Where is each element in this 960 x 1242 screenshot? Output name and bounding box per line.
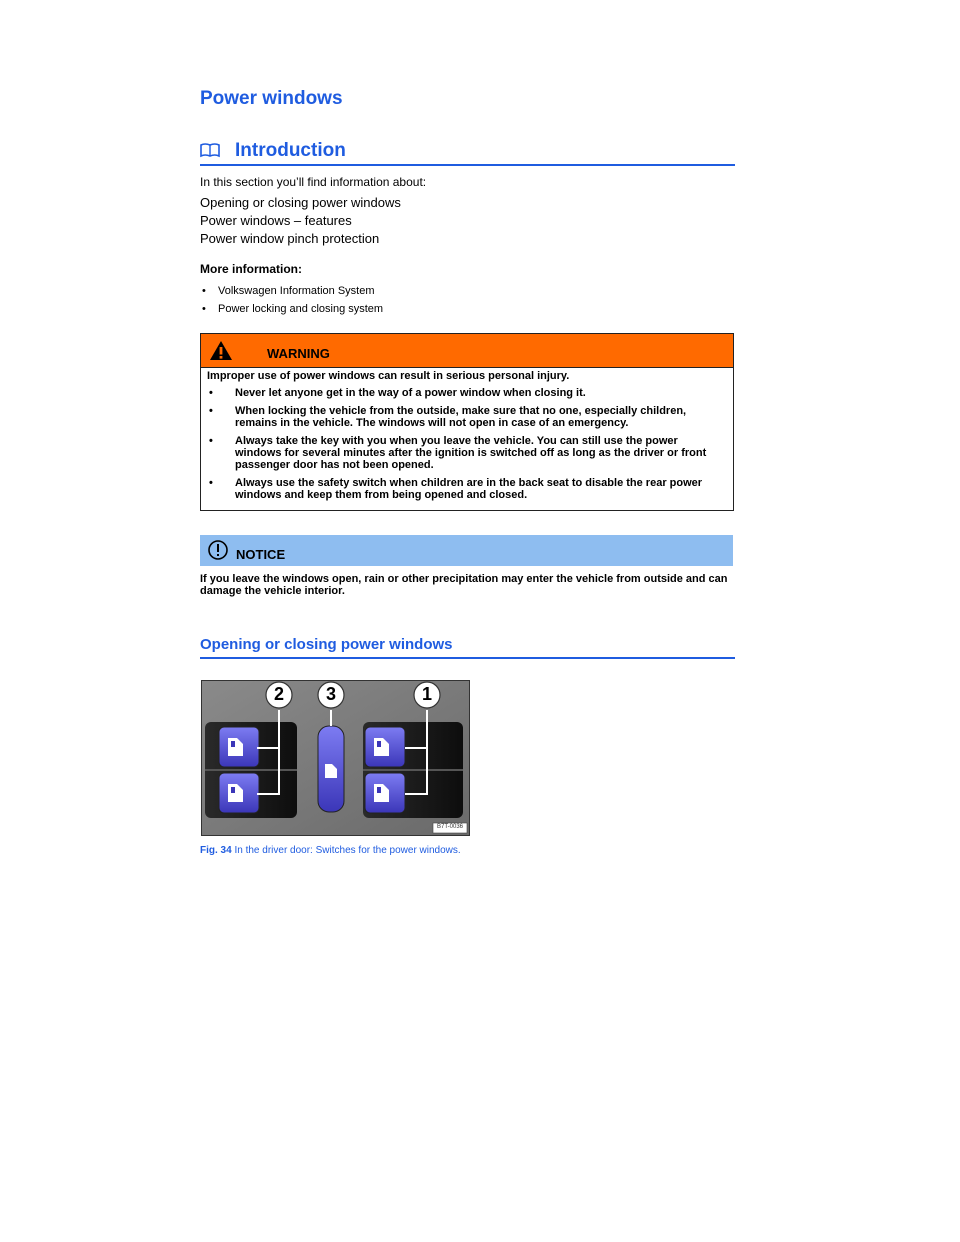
figure-power-window-switches — [201, 680, 470, 836]
notice-label: NOTICE — [236, 547, 286, 562]
section-heading — [200, 636, 735, 659]
callout-3: 3 — [325, 684, 336, 704]
warning-bullet: • Always use the safety switch when children are in the back seat to disable the rear power windows and keep them from being opened and closed. — [207, 477, 727, 501]
warning-label: WARNING — [267, 346, 330, 361]
page-title: Power windows — [200, 88, 343, 109]
section-title: Opening or closing power windows — [200, 636, 453, 653]
more-info-link[interactable]: • Volkswagen Information System — [200, 282, 383, 300]
introduction-title: Introduction — [235, 140, 346, 161]
topic-list — [200, 194, 401, 248]
callout-2: 2 — [273, 684, 284, 704]
warning-bullet: • Never let anyone get in the way of a power window when closing it. — [207, 387, 727, 399]
book-icon — [200, 142, 220, 158]
warning-bullet: • When locking the vehicle from the outside, make sure that no one, especially children, remains in the vehicle. The windows will not open in case of an emergency. — [207, 405, 727, 429]
more-info-link[interactable]: • Power locking and closing system — [200, 300, 383, 318]
warning-box — [200, 333, 734, 511]
warning-intro: Improper use of power windows can result in serious personal injury. — [207, 370, 570, 382]
warning-body — [201, 368, 733, 501]
warning-bullet: • Always take the key with you when you leave the vehicle. You can still use the power windows for several minutes after the ignition is switched off as long as the driver or front passenger door has not been opened. — [207, 435, 727, 471]
intro-lead: In this section you’ll find information about: — [200, 175, 427, 189]
exclamation-circle-icon — [207, 539, 229, 561]
warning-header — [201, 334, 733, 368]
topic-link[interactable]: Power window pinch protection — [200, 231, 380, 246]
notice-header — [200, 535, 733, 566]
notice-text: If you leave the windows open, rain or other precipitation may enter the vehicle from outside and can damage the vehicle interior. — [200, 573, 728, 597]
introduction-heading — [200, 140, 735, 166]
figure-number: Fig. 34 — [200, 845, 232, 856]
figure-code: B7T-0036 — [436, 824, 464, 830]
more-info-label: More information: — [200, 262, 302, 276]
warning-triangle-icon — [209, 340, 233, 361]
figure-caption-text: In the driver door: Switches for the power windows. — [231, 845, 461, 856]
topic-link[interactable]: Opening or closing power windows — [200, 195, 401, 210]
topic-link[interactable]: Power windows – features — [200, 213, 352, 228]
more-info-list — [200, 282, 383, 318]
figure-caption — [200, 845, 461, 856]
callout-1: 1 — [421, 684, 432, 704]
